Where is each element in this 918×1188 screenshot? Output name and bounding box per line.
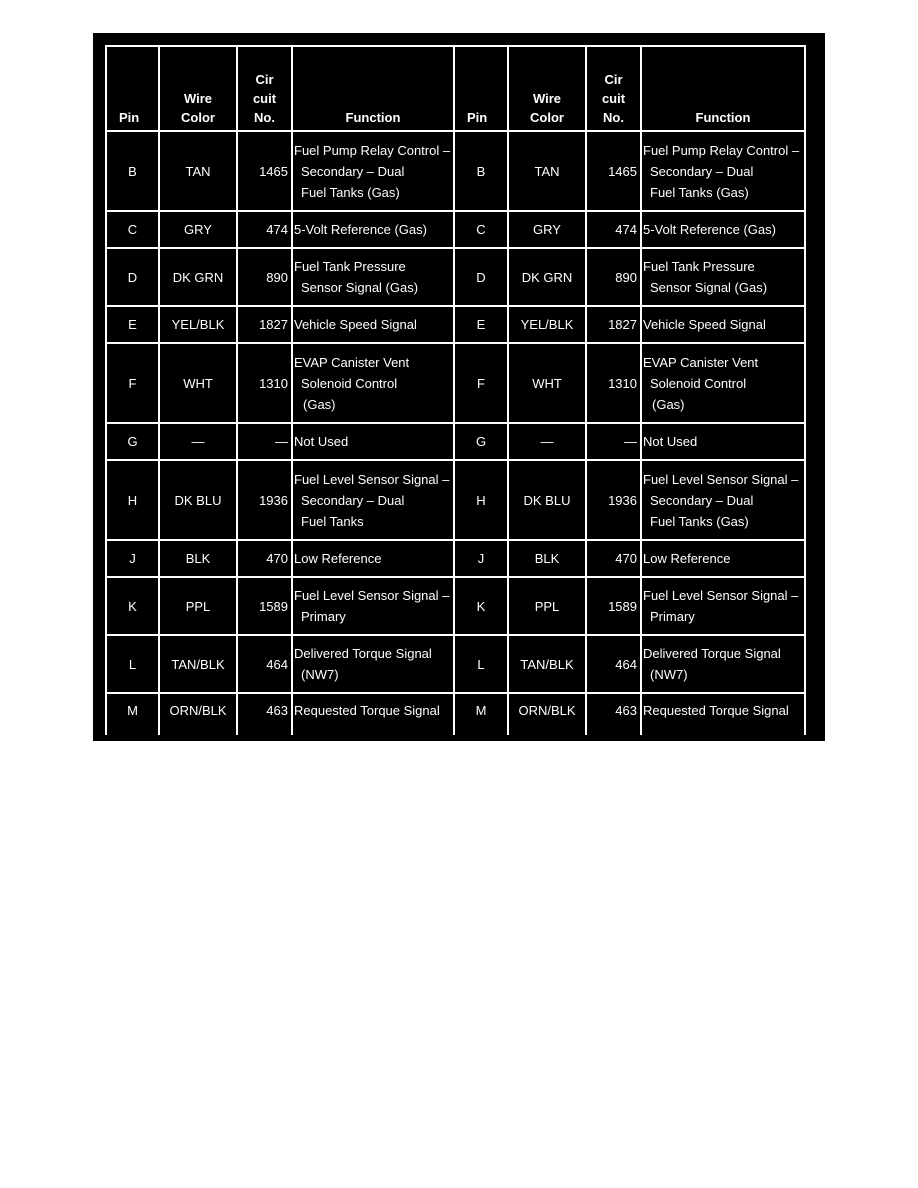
function-text-line: Vehicle Speed Signal	[294, 317, 417, 332]
function-text-line: Sensor Signal (Gas)	[650, 280, 768, 295]
table-row	[106, 693, 805, 735]
function-cell	[292, 460, 454, 540]
table-row	[106, 635, 805, 693]
function-text-line: Low Reference	[294, 551, 382, 566]
circuit-no-cell: 464	[237, 635, 292, 693]
header-pin: Pin	[106, 46, 159, 131]
wire-color-cell: GRY	[159, 211, 237, 248]
function-text-line: Secondary – Dual	[650, 163, 754, 179]
pin-cell: H	[454, 460, 508, 540]
function-text-line: Fuel Level Sensor Signal –	[643, 588, 799, 603]
function-text-line: Delivered Torque Signal	[643, 646, 781, 661]
pin-cell: L	[106, 635, 159, 693]
header-wire-color: Wire Color	[508, 46, 586, 131]
header-function: Function	[641, 46, 805, 131]
function-cell	[292, 635, 454, 693]
table-row	[106, 131, 805, 211]
pin-cell: F	[454, 343, 508, 423]
wire-color-cell: ORN/BLK	[508, 693, 586, 735]
circuit-no-cell: 1589	[586, 577, 641, 635]
circuit-no-cell: 470	[586, 540, 641, 577]
wire-color-cell: DK GRN	[508, 248, 586, 306]
table-row	[106, 248, 805, 306]
function-text-line: Fuel Tank Pressure	[643, 259, 755, 274]
function-cell	[641, 577, 805, 635]
function-text-line: Fuel Tanks	[301, 513, 364, 529]
circuit-no-cell: 1310	[237, 343, 292, 423]
function-text-line: (NW7)	[301, 667, 339, 682]
function-text-line: Not Used	[643, 434, 698, 449]
pin-cell: E	[454, 306, 508, 343]
pinout-table	[105, 45, 806, 735]
function-text-line: Low Reference	[643, 551, 731, 566]
circuit-no-cell: 474	[586, 211, 641, 248]
pin-cell: B	[106, 131, 159, 211]
function-cell	[641, 248, 805, 306]
wire-color-cell: YEL/BLK	[159, 306, 237, 343]
pin-cell: E	[106, 306, 159, 343]
pin-cell: M	[454, 693, 508, 735]
wire-color-cell: DK GRN	[159, 248, 237, 306]
header-circuit-no: Cir cuit No.	[586, 46, 641, 131]
wire-color-cell: DK BLU	[159, 460, 237, 540]
function-cell	[641, 693, 805, 735]
function-text-line: (Gas)	[652, 396, 685, 412]
pinout-table-body	[106, 131, 805, 735]
wire-color-cell: DK BLU	[508, 460, 586, 540]
function-cell	[292, 343, 454, 423]
function-text-line: Solenoid Control	[301, 375, 398, 391]
pin-cell: C	[454, 211, 508, 248]
function-text-line: Secondary – Dual	[650, 492, 754, 508]
circuit-no-cell: —	[237, 423, 292, 460]
wire-color-cell: BLK	[159, 540, 237, 577]
function-text-line: EVAP Canister Vent	[643, 354, 759, 370]
function-cell	[292, 577, 454, 635]
function-text-line: Fuel Level Sensor Signal –	[294, 588, 450, 603]
wire-color-cell: GRY	[508, 211, 586, 248]
circuit-no-cell: 463	[586, 693, 641, 735]
function-cell	[641, 635, 805, 693]
function-text-line: Requested Torque Signal	[294, 703, 440, 718]
function-text-line: Fuel Tanks (Gas)	[650, 184, 749, 200]
function-text-line: Solenoid Control	[650, 375, 747, 391]
table-row	[106, 343, 805, 423]
function-cell	[292, 131, 454, 211]
function-text-line: Fuel Level Sensor Signal –	[294, 471, 450, 487]
function-text-line: Fuel Tanks (Gas)	[650, 513, 749, 529]
circuit-no-cell: 463	[237, 693, 292, 735]
wire-color-cell: —	[508, 423, 586, 460]
table-row	[106, 306, 805, 343]
function-cell	[641, 460, 805, 540]
function-cell	[292, 248, 454, 306]
function-text-line: EVAP Canister Vent	[294, 354, 410, 370]
function-cell	[641, 343, 805, 423]
function-text-line: Fuel Tank Pressure	[294, 259, 406, 274]
wire-color-cell: BLK	[508, 540, 586, 577]
pin-cell: K	[106, 577, 159, 635]
wire-color-cell: PPL	[508, 577, 586, 635]
function-text-line: Fuel Pump Relay Control –	[294, 142, 451, 158]
function-text-line: Delivered Torque Signal	[294, 646, 432, 661]
table-row	[106, 211, 805, 248]
circuit-no-cell: 1827	[586, 306, 641, 343]
pin-cell: D	[454, 248, 508, 306]
pin-cell: J	[106, 540, 159, 577]
pin-cell: D	[106, 248, 159, 306]
table-row	[106, 577, 805, 635]
function-text-line: 5-Volt Reference (Gas)	[643, 222, 776, 237]
circuit-no-cell: 464	[586, 635, 641, 693]
header-pin: Pin	[454, 46, 508, 131]
wire-color-cell: PPL	[159, 577, 237, 635]
wire-color-cell: YEL/BLK	[508, 306, 586, 343]
pin-cell: L	[454, 635, 508, 693]
function-cell	[292, 693, 454, 735]
function-cell	[641, 211, 805, 248]
header-circuit-no: Cir cuit No.	[237, 46, 292, 131]
function-text-line: Fuel Pump Relay Control –	[643, 142, 800, 158]
function-text-line: Requested Torque Signal	[643, 703, 789, 718]
circuit-no-cell: 1465	[237, 131, 292, 211]
circuit-no-cell: 474	[237, 211, 292, 248]
table-header-row	[106, 46, 805, 131]
pin-cell: H	[106, 460, 159, 540]
function-cell	[641, 423, 805, 460]
function-cell	[292, 211, 454, 248]
function-text-line: Vehicle Speed Signal	[643, 317, 766, 332]
function-cell	[292, 540, 454, 577]
function-text-line: (Gas)	[303, 396, 336, 412]
function-text-line: Sensor Signal (Gas)	[301, 280, 419, 295]
table-row	[106, 423, 805, 460]
function-cell	[292, 423, 454, 460]
pin-cell: B	[454, 131, 508, 211]
circuit-no-cell: 1936	[237, 460, 292, 540]
wire-color-cell: WHT	[159, 343, 237, 423]
function-text-line: Fuel Tanks (Gas)	[301, 184, 400, 200]
wire-color-cell: TAN	[159, 131, 237, 211]
function-cell	[641, 131, 805, 211]
circuit-no-cell: 1310	[586, 343, 641, 423]
function-text-line: Not Used	[294, 434, 349, 449]
table-row	[106, 540, 805, 577]
function-text-line: Primary	[650, 609, 695, 624]
wire-color-cell: TAN/BLK	[159, 635, 237, 693]
pin-cell: J	[454, 540, 508, 577]
circuit-no-cell: 470	[237, 540, 292, 577]
pin-cell: F	[106, 343, 159, 423]
circuit-no-cell: 890	[586, 248, 641, 306]
wire-color-cell: TAN	[508, 131, 586, 211]
header-wire-color: Wire Color	[159, 46, 237, 131]
circuit-no-cell: 890	[237, 248, 292, 306]
header-function: Function	[292, 46, 454, 131]
wire-color-cell: WHT	[508, 343, 586, 423]
wire-color-cell: —	[159, 423, 237, 460]
function-text-line: Secondary – Dual	[301, 163, 405, 179]
circuit-no-cell: —	[586, 423, 641, 460]
circuit-no-cell: 1589	[237, 577, 292, 635]
function-text-line: Fuel Level Sensor Signal –	[643, 471, 799, 487]
connector-pinout-panel	[93, 33, 825, 741]
pin-cell: M	[106, 693, 159, 735]
circuit-no-cell: 1827	[237, 306, 292, 343]
pin-cell: G	[106, 423, 159, 460]
function-text-line: (NW7)	[650, 667, 688, 682]
pin-cell: K	[454, 577, 508, 635]
circuit-no-cell: 1465	[586, 131, 641, 211]
function-cell	[641, 306, 805, 343]
function-cell	[292, 306, 454, 343]
wire-color-cell: TAN/BLK	[508, 635, 586, 693]
wire-color-cell: ORN/BLK	[159, 693, 237, 735]
circuit-no-cell: 1936	[586, 460, 641, 540]
pin-cell: C	[106, 211, 159, 248]
function-text-line: Primary	[301, 609, 346, 624]
function-text-line: 5-Volt Reference (Gas)	[294, 222, 427, 237]
function-cell	[641, 540, 805, 577]
table-row	[106, 460, 805, 540]
pin-cell: G	[454, 423, 508, 460]
function-text-line: Secondary – Dual	[301, 492, 405, 508]
